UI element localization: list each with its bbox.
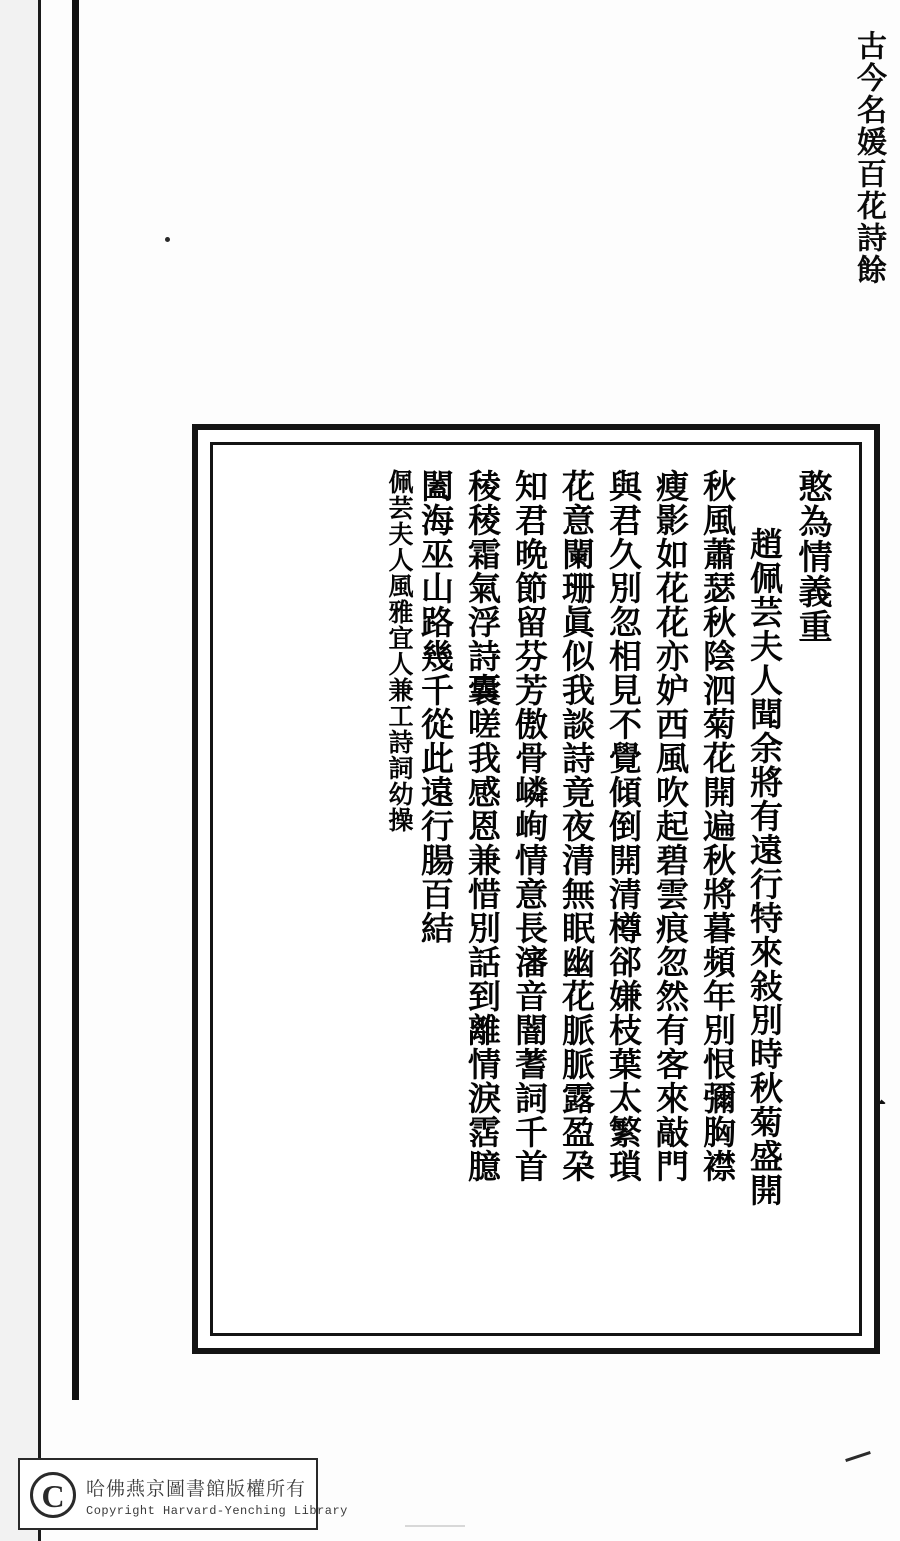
text-block-frame-inner [210, 442, 862, 1336]
column-annotation [365, 469, 412, 1313]
column-poem-4 [553, 469, 600, 1313]
poem-line-text: 秋風蕭瑟秋陰泗菊花開遍秋將暮頻年別恨彌胸襟 [698, 469, 737, 1183]
stamp-chinese-text: 哈佛燕京圖書館版權所有 [86, 1478, 307, 1500]
running-title-text: 古今名媛百花詩餘 [851, 30, 886, 286]
column-heading [788, 469, 835, 1313]
annotation-text: 佩芸夫人風雅宜人兼工詩詞幼操 [385, 469, 414, 833]
column-poem-6 [459, 469, 506, 1313]
scan-speck [845, 1451, 871, 1462]
column-poem-2 [647, 469, 694, 1313]
column-poem-1 [694, 469, 741, 1313]
column-poem-5 [506, 469, 553, 1313]
heading-text: 憨為情義重 [792, 469, 832, 644]
gutter-rule-outer [38, 0, 41, 1541]
poem-line-text: 瘦影如花花亦妒西風吹起碧雲痕忽然有客來敲門 [651, 469, 690, 1183]
poem-line-text: 闔海巫山路幾千從此遠行腸百結 [416, 469, 455, 945]
page-gutter-shadow [0, 0, 38, 1541]
poem-line-text: 花意闌珊眞似我談詩竟夜清無眠幽花脈脈露盈朶 [557, 469, 596, 1183]
text-columns [237, 469, 835, 1313]
stamp-english-text: Copyright Harvard-Yenching Library [86, 1504, 348, 1518]
column-attribution [741, 469, 788, 1313]
poem-line-text: 稜稜霜氣浮詩囊嗟我感恩兼惜別話到離情淚霑臆 [463, 469, 502, 1183]
library-copyright-stamp [18, 1458, 348, 1530]
text-block-frame [192, 424, 880, 1354]
poem-line-text: 與君久別忽相見不覺傾倒開清樽郤嫌枝葉太繁瑣 [604, 469, 643, 1183]
gutter-rule-inner [72, 0, 79, 1400]
scan-speck [165, 237, 170, 242]
copyright-symbol-icon: C [30, 1472, 76, 1518]
poem-line-text: 知君晩節留芬芳傲骨嶙峋情意長瀋音闇蓍詞千首 [510, 469, 549, 1183]
column-poem-3 [600, 469, 647, 1313]
column-poem-7 [412, 469, 459, 1313]
scan-speck [405, 1525, 465, 1527]
running-title [848, 30, 888, 286]
attribution-text: 趙佩芸夫人聞余將有遠行特來敍別時秋菊盛開 [745, 527, 784, 1207]
